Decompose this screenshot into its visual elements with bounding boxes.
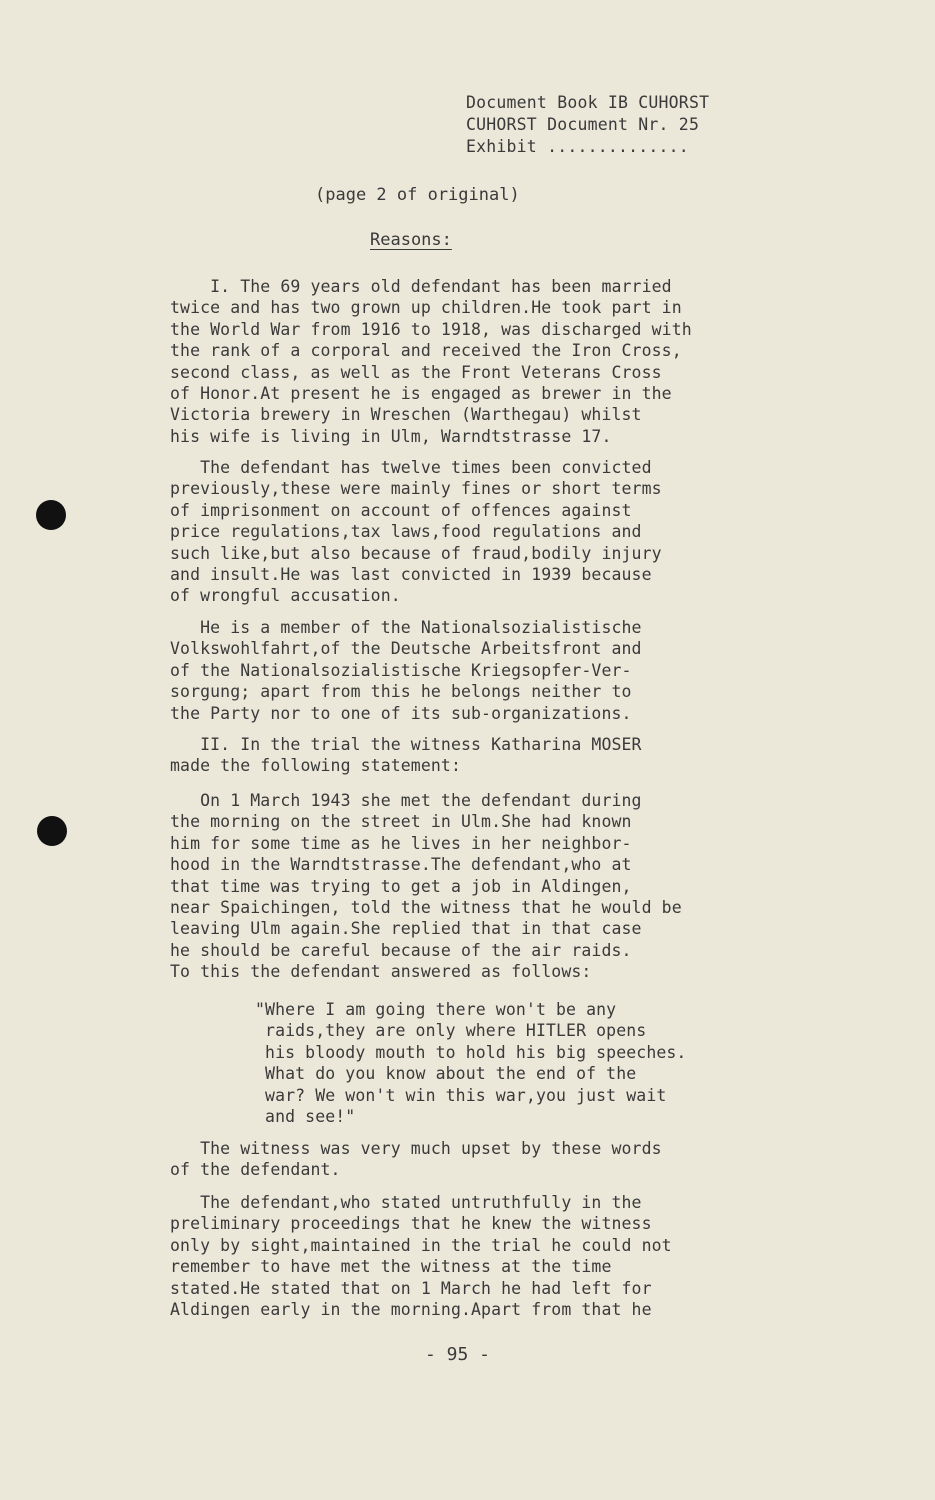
paragraph-memberships: He is a member of the Nationalsozialistische Volkswohlfahrt,of the Deutsche Arbeitsfront and of the Nationalsozialistische Kriegsopfer-Ver- sorgung; apart from this he belongs neither to the Party nor to one of its sub-organizations. xyxy=(170,618,642,723)
header-line-2: CUHORST Document Nr. 25 xyxy=(466,115,700,134)
page-number: - 95 - xyxy=(425,1344,491,1365)
paragraph-defendant-background: I. The 69 years old defendant has been married twice and has two grown up children.He took part in the World War from 1916 to 1918, was discharged with the rank of a corporal and received the Iron Cross, second class, as well as the Front Veterans Cross of Honor.At present he is engaged as brewer in the Victoria brewery in Wreschen (Warthegau) whilst his wife is living in Ulm, Warndtstrasse 17. xyxy=(170,277,692,446)
header-line-3: Exhibit .............. xyxy=(466,137,689,156)
paragraph-previous-convictions: The defendant has twelve times been convicted previously,these were mainly fines or short terms of imprisonment on account of offences against price regulations,tax laws,food regulations and such like,but also because of fraud,bodily injury and insult.He was last convicted in 1939 because of wrongful accusation. xyxy=(170,458,662,606)
paragraph-witness-reaction: The witness was very much upset by these words of the defendant. xyxy=(170,1139,662,1180)
paragraph-witness-intro: II. In the trial the witness Katharina MOSER made the following statement: xyxy=(170,735,642,776)
reasons-heading: Reasons: xyxy=(370,230,452,250)
header-line-1: Document Book IB CUHORST xyxy=(466,93,710,112)
original-page-label: (page 2 of original) xyxy=(315,185,520,205)
quoted-statement: "Where I am going there won't be any raids,they are only where HITLER opens his bloody mouth to hold his big speeches. What do you know about the end of the war? We won't win this war,you just wait and see!" xyxy=(255,1000,687,1127)
paragraph-witness-statement: On 1 March 1943 she met the defendant during the morning on the street in Ulm.She had known him for some time as he lives in her neighbor- hood in the Warndtstrasse.The defendant,who at that time was trying to get a job in Aldingen, near Spaichingen, told the witness that he would be leaving Ulm again.She replied that in that case he should be careful because of the air raids. To this the defendant answered as follows: xyxy=(170,791,682,982)
document-header xyxy=(466,92,709,158)
punch-hole-bottom xyxy=(37,816,67,846)
paragraph-defendant-response: The defendant,who stated untruthfully in the preliminary proceedings that he knew the witness only by sight,maintained in the trial he could not remember to have met the witness at the time stated.He stated that on 1 March he had left for Aldingen early in the morning.Apart from that he xyxy=(170,1193,672,1320)
punch-hole-top xyxy=(36,500,66,530)
